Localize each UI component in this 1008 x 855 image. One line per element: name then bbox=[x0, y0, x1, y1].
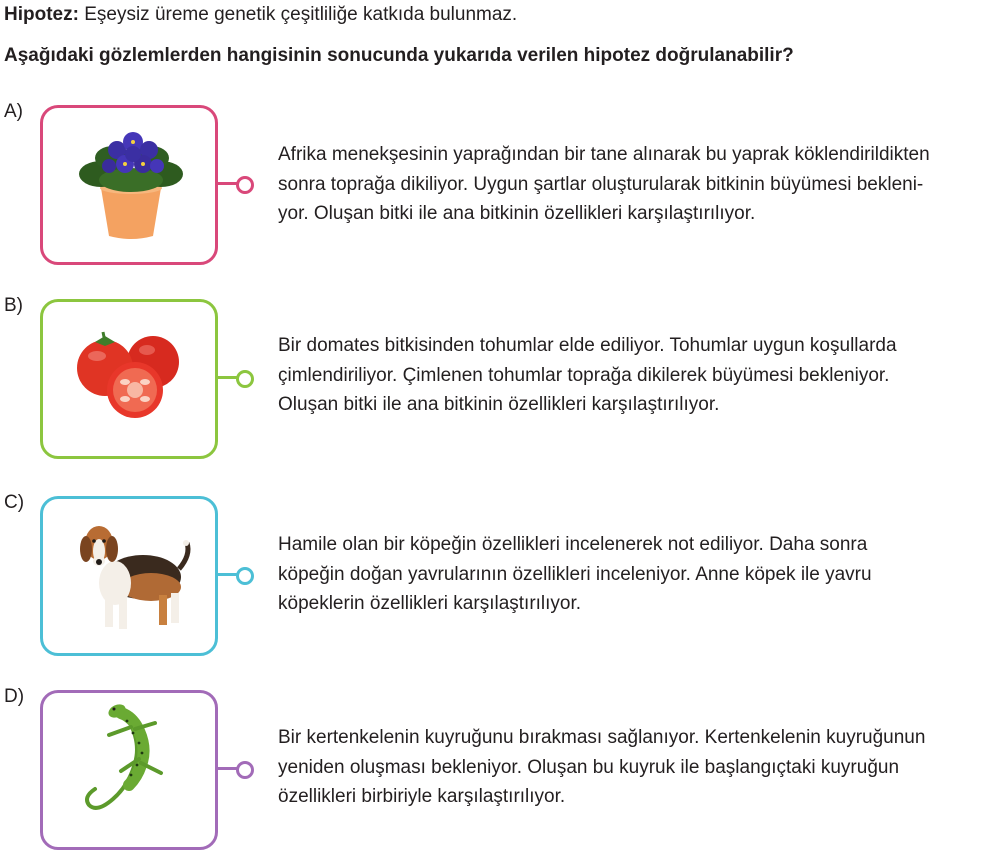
option-a-text bbox=[278, 140, 1006, 229]
option-a-letter[interactable]: A) bbox=[4, 101, 23, 122]
option-a-image-frame bbox=[40, 105, 218, 265]
hypothesis-text: Eşeysiz üreme genetik çeşitliliğe katkıda bulunmaz. bbox=[78, 4, 518, 25]
hypothesis bbox=[4, 2, 517, 28]
option-a-connector bbox=[215, 182, 238, 185]
tomatoes-image bbox=[43, 302, 215, 456]
option-b-image-frame bbox=[40, 299, 218, 459]
option-d-connector-ring-icon bbox=[236, 761, 254, 779]
option-b-letter[interactable]: B) bbox=[4, 295, 23, 316]
option-d-letter[interactable]: D) bbox=[4, 686, 25, 707]
option-a-connector-ring-icon bbox=[236, 176, 254, 194]
option-b-connector-ring-icon bbox=[236, 370, 254, 388]
option-a-line-2: sonra toprağa dikiliyor. Uygun şartlar oluşturularak bitkinin büyümesi bekleni- bbox=[278, 173, 924, 195]
green-lizard-image bbox=[43, 693, 215, 847]
option-d-connector bbox=[215, 767, 238, 770]
option-b-connector bbox=[215, 376, 238, 379]
option-b-line-2: çimlendiriliyor. Çimlenen tohumlar toprağa dikilerek büyümesi bekleniyor. bbox=[278, 364, 890, 386]
option-d-line-3: özellikleri birbiriyle karşılaştırılıyor. bbox=[278, 786, 566, 807]
option-b-line-1: Bir domates bitkisinden tohumlar elde ediliyor. Tohumlar uygun koşullarda bbox=[278, 335, 897, 356]
option-d-line-2: yeniden oluşması bekleniyor. Oluşan bu kuyruk ile başlangıçtaki kuyruğun bbox=[278, 756, 900, 778]
option-c-line-2: köpeğin doğan yavrularının özellikleri inceleniyor. Anne köpek ile yavru bbox=[278, 563, 872, 585]
question: Aşağıdaki gözlemlerden hangisinin sonucunda yukarıda verilen hipotez doğrulanabilir? bbox=[4, 45, 794, 66]
option-a-line-3: yor. Oluşan bitki ile ana bitkinin özellikleri karşılaştırılıyor. bbox=[278, 203, 756, 224]
option-d-line-1: Bir kertenkelenin kuyruğunu bırakması sağlanıyor. Kertenkelenin kuyruğunun bbox=[278, 727, 926, 748]
option-c-connector-ring-icon bbox=[236, 567, 254, 585]
option-d-image-frame bbox=[40, 690, 218, 850]
option-c-image-frame bbox=[40, 496, 218, 656]
african-violet-image bbox=[43, 108, 215, 262]
option-c-line-3: köpeklerin özellikleri karşılaştırılıyor. bbox=[278, 593, 582, 614]
beagle-dog-image bbox=[43, 499, 215, 653]
option-c-text bbox=[278, 530, 1006, 619]
option-c-connector bbox=[215, 573, 238, 576]
hypothesis-label: Hipotez: bbox=[4, 4, 79, 25]
option-c-letter[interactable]: C) bbox=[4, 492, 25, 513]
option-b-text bbox=[278, 331, 1006, 420]
option-b-line-3: Oluşan bitki ile ana bitkinin özellikleri karşılaştırılıyor. bbox=[278, 394, 720, 415]
option-a-line-1: Afrika menekşesinin yaprağından bir tane alınarak bu yaprak köklendirildikten bbox=[278, 144, 930, 165]
option-c-line-1: Hamile olan bir köpeğin özellikleri incelenerek not ediliyor. Daha sonra bbox=[278, 534, 868, 555]
option-d-text bbox=[278, 723, 1006, 812]
